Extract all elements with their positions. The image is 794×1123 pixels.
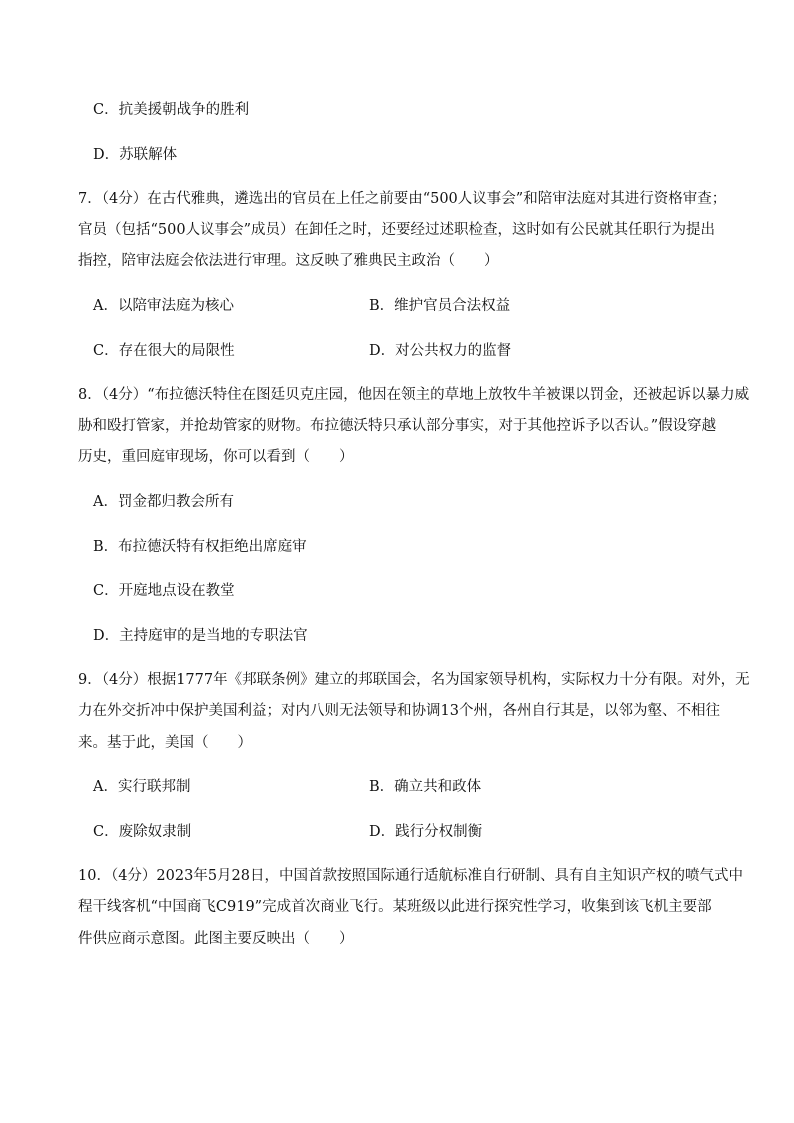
q7-stem-line-3: 指控，陪审法庭会依法进行审理。这反映了雅典民主政治（ ） [78,253,499,269]
q9-option-a: A．实行联邦制 [93,779,191,795]
q9-option-c: C．废除奴隶制 [93,824,192,840]
q6-option-d: D．苏联解体 [93,147,178,163]
q8-stem-line-2: 胁和殴打管家，并抢劫管家的财物。布拉德沃特只承认部分事实，对于其他控诉予以否认。”假设穿越 [78,418,717,434]
q9-stem-line-3: 来。基于此，美国（ ） [78,735,252,751]
q8-option-b: B．布拉德沃特有权拒绝出席庭审 [93,539,307,555]
q10-stem-line-1: 10．（4分）2023年5月28日，中国首款按照国际通行适航标准自行研制、具有自主知识产权的喷气式中 [78,868,743,884]
q9-option-b: B．确立共和政体 [369,779,482,795]
q9-option-d: D．践行分权制衡 [369,824,483,840]
q8-option-d: D．主持庭审的是当地的专职法官 [93,628,308,644]
q7-stem-line-1: 7．（4分）在古代雅典，遴选出的官员在上任之前要由“500人议事会”和陪审法庭对其进行资格审查； [78,191,727,207]
q7-stem-line-2: 官员（包括“500人议事会”成员）在卸任之时，还要经过述职检查，这时如有公民就其任职行为提出 [78,222,715,238]
q10-stem-line-2: 程干线客机“中国商飞C919”完成首次商业飞行。某班级以此进行探究性学习，收集到该飞机主要部 [78,899,712,915]
q8-stem-line-1: 8．（4分）“布拉德沃特住在图廷贝克庄园，他因在领主的草地上放牧牛羊被课以罚金，还被起诉以暴力威 [78,387,750,403]
q8-option-a: A．罚金都归教会所有 [93,494,234,510]
q9-stem-line-2: 力在外交折冲中保护美国利益；对内八则无法领导和协调13个州，各州自行其是，以邻为壑、不相往 [78,703,720,719]
q7-option-c: C．存在很大的局限性 [93,343,235,359]
q7-option-b: B．维护官员合法权益 [369,298,511,314]
q6-option-c: C．抗美援朝战争的胜利 [93,102,250,118]
q8-stem-line-3: 历史，重回庭审现场，你可以看到（ ） [78,449,354,465]
q7-option-a: A．以陪审法庭为核心 [93,298,234,314]
q10-stem-line-3: 件供应商示意图。此图主要反映出（ ） [78,931,354,947]
q7-option-d: D．对公共权力的监督 [369,343,512,359]
q8-option-c: C．开庭地点设在教堂 [93,583,235,599]
q9-stem-line-1: 9．（4分）根据1777年《邦联条例》建立的邦联国会，名为国家领导机构，实际权力十分有限。对外，无 [78,672,750,688]
